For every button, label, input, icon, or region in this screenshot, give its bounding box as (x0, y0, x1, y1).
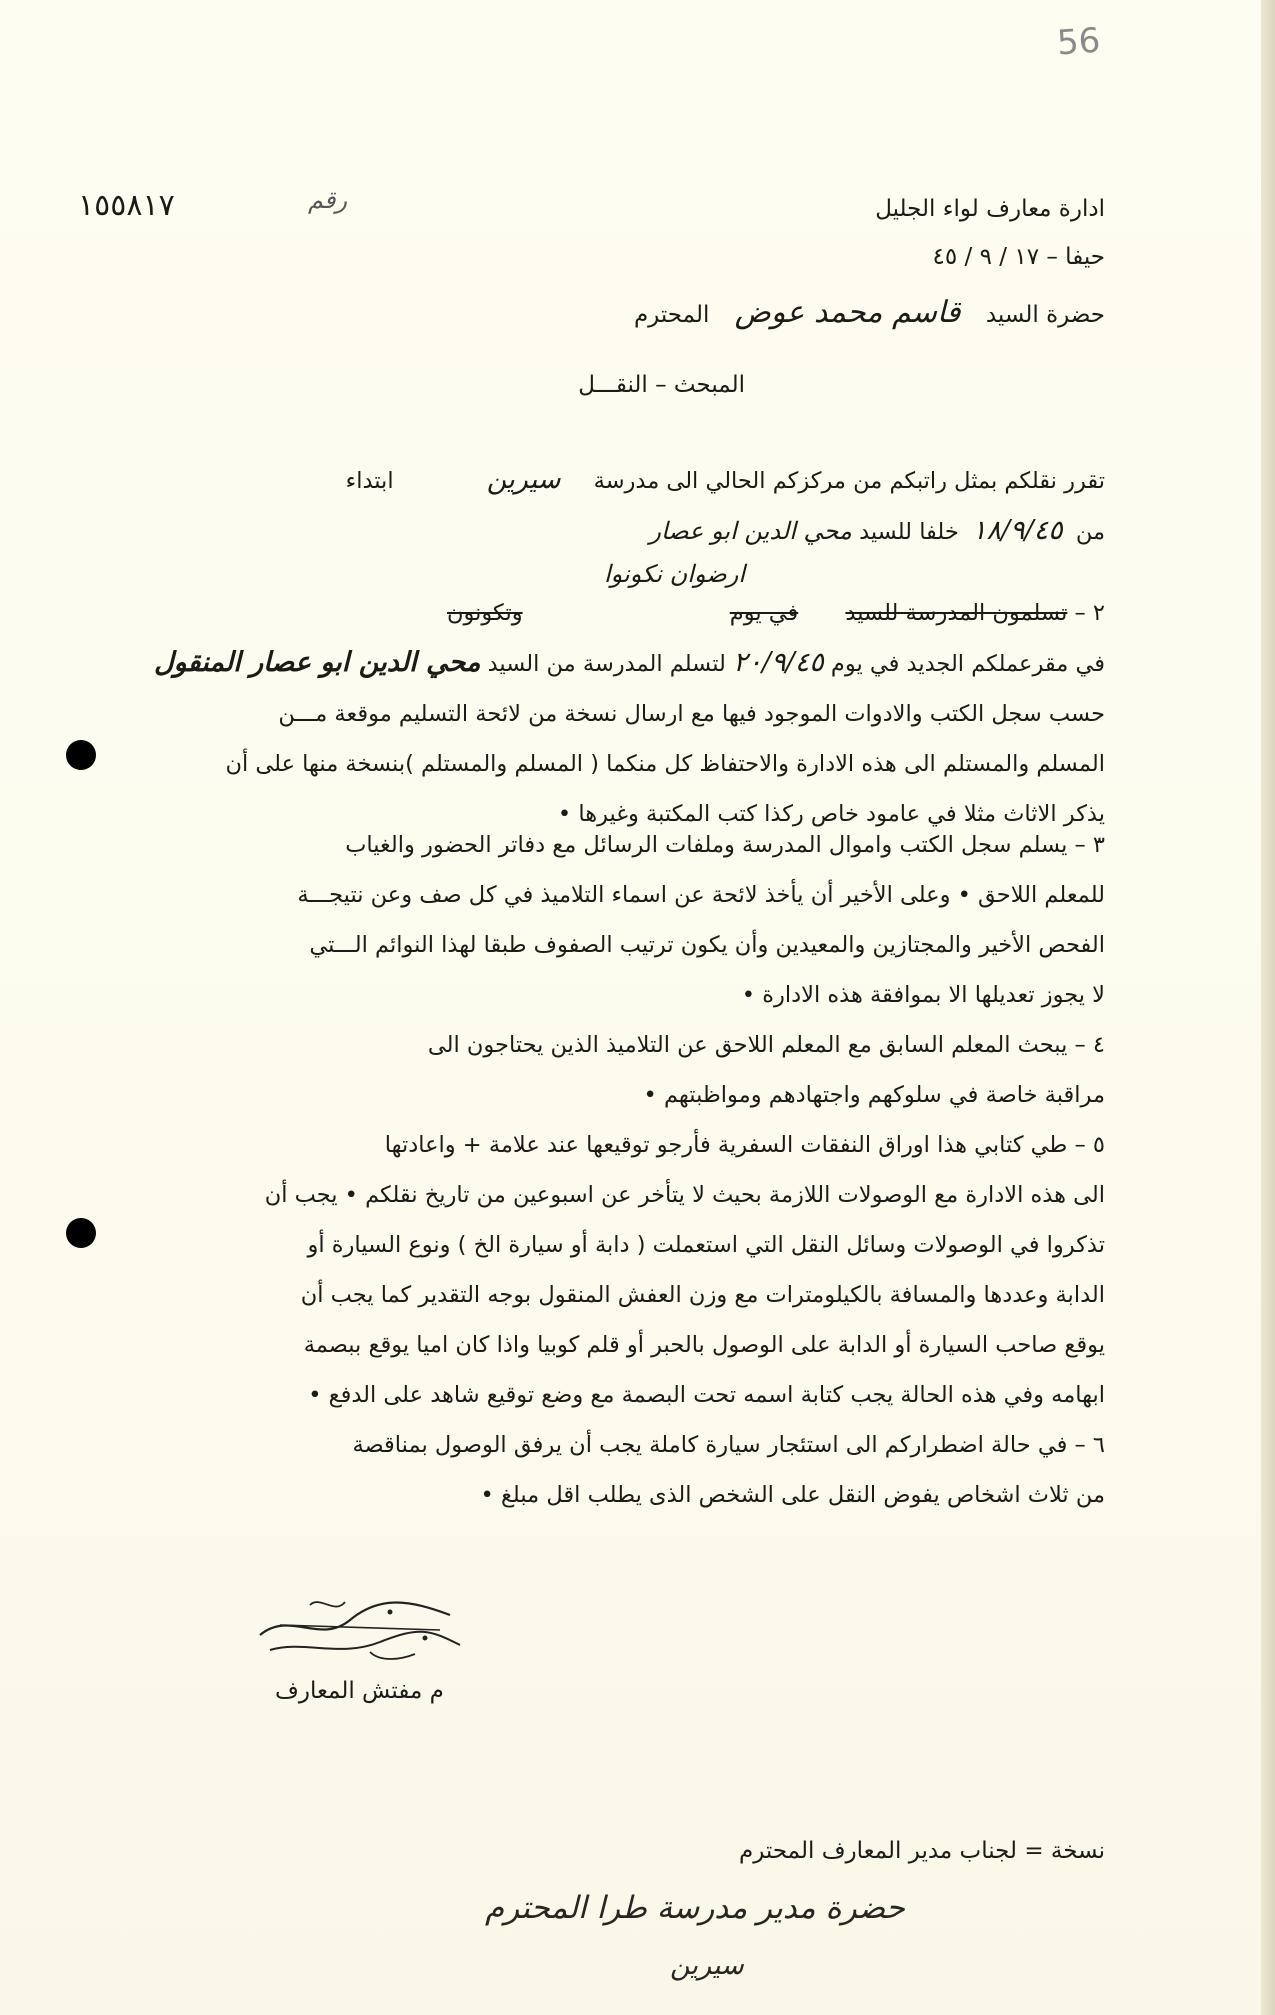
paragraph-3-line-1: ٣ – يسلم سجل الكتب واموال المدرسة وملفات الرسائل مع دفاتر الحضور والغياب (345, 832, 1105, 858)
paragraph-4-line-2: مراقبة خاصة في سلوكهم واجتهادهم ومواظبتهم • (643, 1082, 1105, 1108)
paragraph-4-line-1: ٤ – يبحث المعلم السابق مع المعلم اللاحق عن التلاميذ الذين يحتاجون الى (427, 1032, 1105, 1058)
p2-inserted-text: ارضوان نكونوا (603, 560, 745, 588)
copy-handwritten-addressee: حضرة مدير مدرسة طرا المحترم (485, 1890, 905, 1926)
paragraph-5-line-3: تذكروا في الوصولات وسائل النقل التي استعملت ( دابة أو سيارة الخ ) ونوع السيارة أو (307, 1232, 1105, 1258)
organization-name: ادارة معارف لواء الجليل (875, 196, 1105, 222)
addressee-suffix: المحترم (633, 302, 710, 328)
page-edge (1261, 0, 1275, 2015)
paragraph-5 (145, 1120, 1105, 1420)
p2-text-a: في مقرعملكم الجديد في يوم (830, 651, 1105, 677)
addressee-prefix: حضرة السيد (985, 302, 1105, 328)
paragraph-1-line-2 (145, 506, 1105, 557)
paragraph-2-line-2: حسب سجل الكتب والادوات الموجود فيها مع ارسال نسخة من لائحة التسليم موقعة مـــن (278, 701, 1105, 727)
paragraph-6 (145, 1420, 1105, 1520)
paragraph-1-line-1 (145, 455, 1105, 506)
signatory-title: م مفتش المعارف (275, 1678, 444, 1704)
addressee-line (634, 295, 1105, 330)
place-date: حيفا – ١٧ / ٩ / ٤٥ (932, 244, 1105, 270)
p2-number: ٢ – (1074, 600, 1105, 626)
paragraph-6-line-1: ٦ – في حالة اضطراركم الى استئجار سيارة كاملة يجب أن يرفق الوصول بمناقصة (352, 1432, 1105, 1458)
p2-handover-date: ٢٠/٩/٤٥ (733, 647, 824, 678)
paragraph-5-line-5: يوقع صاحب السيارة أو الدابة على الوصول بالحبر أو قلم كوبيا واذا كان اميا يوقع ببصمة (303, 1332, 1105, 1358)
p1-text-c: من (1075, 519, 1105, 545)
p2-struck-text: تسلمون المدرسة للسيد (845, 600, 1068, 626)
paragraph-5-line-2: الى هذه الادارة مع الوصولات اللازمة بحيث لا يتأخر عن اسبوعين من تاريخ نقلكم • يجب أن (264, 1182, 1105, 1208)
p1-text-d: خلفا للسيد (859, 519, 959, 545)
paragraph-2 (145, 560, 1105, 839)
copy-to-line: نسخة = لجناب مدير المعارف المحترم (738, 1838, 1105, 1864)
paragraph-3-line-2: للمعلم اللاحق • وعلى الأخير أن يأخذ لائحة عن اسماء التلاميذ في كل صف وعن نتيجـــة (297, 882, 1105, 908)
p1-predecessor-name: محي الدين ابو عصار (649, 517, 852, 545)
p1-start-date: ١٨/٩/٤٥ (971, 515, 1063, 546)
paragraph-4 (145, 1020, 1105, 1120)
paragraph-6-line-2: من ثلاث اشخاص يفوض النقل على الشخص الذى يطلب اقل مبلغ • (480, 1482, 1105, 1508)
p1-school-name: سيرين (486, 464, 561, 495)
paragraph-3-line-4: لا يجوز تعديلها الا بموافقة هذه الادارة • (741, 982, 1105, 1008)
punch-hole-top (66, 740, 96, 770)
paragraph-5-line-6: ابهامه وفي هذه الحالة يجب كتابة اسمه تحت البصمة مع وضع توقيع شاهد على الدفع • (308, 1382, 1105, 1408)
reference-label: رقم (308, 186, 348, 214)
p2-struck-text-2: في يوم (729, 600, 799, 626)
paragraph-3 (145, 820, 1105, 1020)
paragraph-2-insertion (145, 560, 1105, 588)
addressee-name: قاسم محمد عوض (734, 295, 961, 330)
page-number: 56 (1055, 20, 1102, 64)
paragraph-5-line-1: ٥ – طي كتابي هذا اوراق النفقات السفرية فأرجو توقيعها عند علامة + واعادتها (384, 1132, 1105, 1158)
copy-handwritten-place: سيرين (670, 1950, 744, 1981)
p1-text-b: ابتداء (345, 468, 394, 494)
p2-person-name: محي الدين ابو عصار المنقول (154, 647, 481, 678)
p2-text-b: لتسلم المدرسة من السيد (487, 651, 726, 677)
punch-hole-bottom (66, 1218, 96, 1248)
handwritten-signature (250, 1590, 470, 1670)
paragraph-3-line-3: الفحص الأخير والمجتازين والمعيدين وأن يكون ترتيب الصفوف طبقا لهذا النوائم الـــتي (309, 932, 1105, 958)
paragraph-2-line-1 (145, 638, 1105, 689)
paragraph-2-line-struck (145, 588, 1105, 638)
paragraph-2-line-4: يذكر الاثاث مثلا في عامود خاص ركذا كتب المكتبة وغيرها • (557, 801, 1105, 827)
p2-struck-text-3: وتكونون (447, 600, 523, 626)
p1-text-a: تقرر نقلكم بمثل راتبكم من مركزكم الحالي الى مدرسة (593, 468, 1105, 494)
paragraph-5-line-4: الدابة وعددها والمسافة بالكيلومترات مع وزن العفش المنقول بوجه التقدير كما يجب أن (300, 1282, 1105, 1308)
paragraph-2-line-3: المسلم والمستلم الى هذه الادارة والاحتفاظ كل منكما ( المسلم والمستلم )بنسخة منها على أن (225, 751, 1105, 777)
subject-line: المبحث – النقـــل (578, 372, 745, 398)
paragraph-1 (145, 455, 1105, 557)
reference-number: ١٥٥٨١٧ (78, 188, 175, 223)
